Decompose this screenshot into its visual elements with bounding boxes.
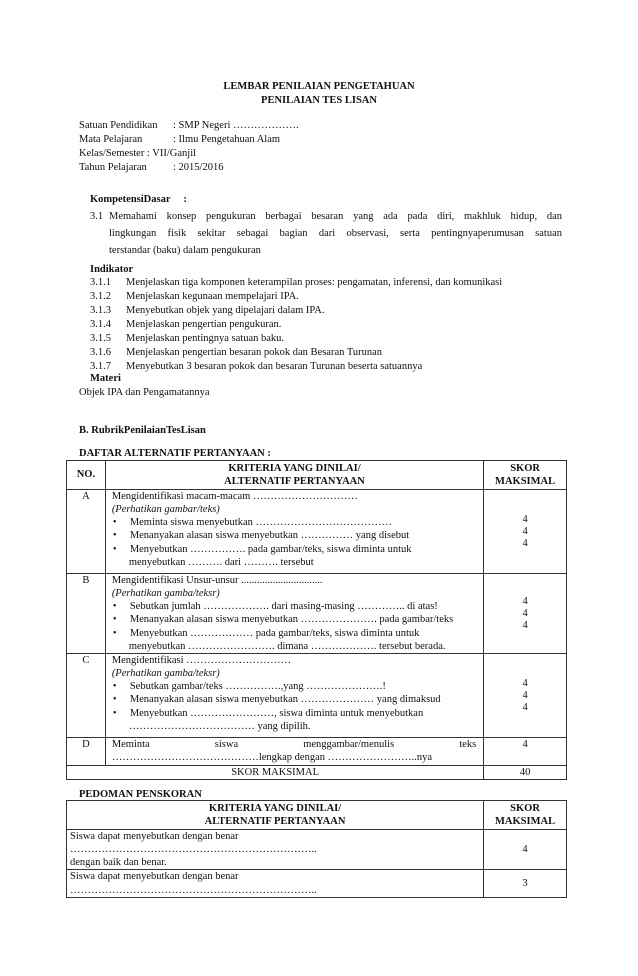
tahun-value: : 2015/2016 [173, 162, 224, 173]
satuan-label: Satuan Pendidikan [79, 120, 158, 131]
materi-heading: Materi [90, 373, 121, 384]
row-score: 3 [484, 870, 567, 898]
table-row [67, 574, 567, 654]
col-skor-header: SKOR MAKSIMAL [484, 801, 567, 830]
info-kelas: Kelas/Semester : VII/Ganjil [79, 148, 197, 159]
row-criteria: Meminta siswa menggambar/menulis teks ……………………………………lengkap dengan ……………………..nya [105, 738, 483, 766]
col-skor-header: SKOR MAKSIMAL [484, 461, 567, 490]
info-satuan [79, 119, 299, 132]
table-row [67, 654, 567, 738]
indikator-item: 3.1.3 Menyebutkan objek yang dipelajari dalam IPA. [90, 305, 325, 316]
list-item: • Menanyakan alasan siswa menyebutkan ………………… yang dimaksud [112, 694, 441, 706]
list-item: • Sebutkan gambar/teks …………….,yang ………………….! [112, 681, 386, 693]
row-criteria: Mengidentifikasi Unsur-unsur ............................... (Perhatikan gamba/teksr) • Sebutkan jumlah ………………. dari masing-masing ………….. di atas! • Menanyakan alasan siswa menyebutkan …………………. pada gambar/teks • Menyebutkan ……………… pada gambar/teks, siswa diminta untuk menyebutkan ……………………. dimana ………………. tersebut berada. [105, 574, 483, 654]
list-item: • Sebutkan jumlah ………………. dari masing-masing ………….. di atas! [112, 601, 438, 613]
row-criteria: Siswa dapat menyebutkan dengan benar …………………………………………………………….. dengan baik dan benar. [67, 830, 484, 870]
satuan-value: : SMP Negeri ………………. [173, 120, 299, 131]
list-item: • Menyebutkan ……………………, siswa diminta untuk menyebutkan [112, 707, 424, 719]
col-kriteria-header: KRITERIA YANG DINILAI/ ALTERNATIF PERTANYAAN [67, 801, 484, 830]
list-item: • Menyebutkan ……………. pada gambar/teks, siswa diminta untuk [112, 543, 412, 555]
row-no: A [67, 490, 106, 574]
row-criteria: Mengidentifikasi ………………………… (Perhatikan gamba/teksr) • Sebutkan gambar/teks …………….,yang ………………….! • Menanyakan alasan siswa menyebutkan ………………… yang dimaksud • Menyebutkan ……………………, siswa diminta untuk menyebutkan ……………………………… yang dipilih. [105, 654, 483, 738]
row-no: D [67, 738, 106, 766]
info-tahun [79, 161, 223, 174]
list-item: • Meminta siswa menyebutkan ………………………………… [112, 517, 392, 529]
pedoman-table [66, 800, 567, 898]
col-kriteria-header: KRITERIA YANG DINILAI/ ALTERNATIF PERTANYAAN [105, 461, 483, 490]
kompetensi-line-1: Memahami konsep pengukuran berbagai besaran yang ada pada diri, makhluk hidup, dan [109, 211, 562, 222]
rubrik-table [66, 460, 567, 780]
row-no: C [67, 654, 106, 738]
mapel-value: : Ilmu Pengetahuan Alam [173, 134, 281, 145]
list-item: • Menanyakan alasan siswa menyebutkan …………………. pada gambar/teks [112, 614, 454, 626]
table-row [67, 830, 567, 870]
indikator-item: 3.1.2 Menjelaskan kegunaan mempelajari IPA. [90, 291, 299, 302]
rubrik-header-row [67, 461, 567, 490]
daftar-heading: DAFTAR ALTERNATIF PERTANYAAN : [79, 448, 271, 459]
materi-text: Objek IPA dan Pengamatannya [79, 387, 210, 398]
document-subtitle: PENILAIAN TES LISAN [261, 95, 377, 106]
kompetensi-body [90, 208, 562, 259]
total-label: SKOR MAKSIMAL [67, 766, 484, 780]
indikator-item: 3.1.7 Menyebutkan 3 besaran pokok dan besaran Turunan beserta satuannya [90, 361, 423, 372]
row-scores: 4 4 4 [484, 574, 567, 654]
kompetensi-line-2: lingkungan fisik sekitar sebagai bagian dari observasi, serta pentingnyaperumusan satuan [109, 228, 562, 239]
table-row [67, 490, 567, 574]
info-mapel [79, 133, 280, 146]
list-item: • Menanyakan alasan siswa menyebutkan …………… yang disebut [112, 530, 410, 542]
row-score: 4 [484, 830, 567, 870]
indikator-item: 3.1.1 Menjelaskan tiga komponen keterampilan proses: pengamatan, inferensi, dan komunikasi [90, 277, 503, 288]
pedoman-heading: PEDOMAN PENSKORAN [79, 789, 202, 800]
tahun-label: Tahun Pelajaran [79, 162, 147, 173]
total-value: 40 [484, 766, 567, 780]
indikator-item: 3.1.4 Menjelaskan pengertian pengukuran. [90, 319, 282, 330]
indikator-item: 3.1.6 Menjelaskan pengertian besaran pokok dan Besaran Turunan [90, 347, 383, 358]
row-score: 4 [484, 738, 567, 766]
row-scores: 4 4 4 [484, 490, 567, 574]
total-row [67, 766, 567, 780]
kompetensi-number: 3.1 [90, 211, 104, 222]
list-item: • Menyebutkan ……………… pada gambar/teks, siswa diminta untuk [112, 627, 420, 639]
table-row [67, 738, 567, 766]
col-no-header: NO. [67, 461, 106, 490]
indikator-heading: Indikator [90, 264, 134, 275]
kompetensi-line-3: terstandar (baku) dalam pengukuran [109, 245, 261, 256]
pedoman-header-row [67, 801, 567, 830]
mapel-label: Mata Pelajaran [79, 134, 143, 145]
row-no: B [67, 574, 106, 654]
kompetensi-heading: KompetensiDasar : [90, 194, 187, 205]
table-row [67, 870, 567, 898]
rubrik-heading: B. RubrikPenilaianTesLisan [79, 425, 206, 436]
document-title: LEMBAR PENILAIAN PENGETAHUAN [223, 81, 415, 92]
row-criteria: Mengidentifikasi macam-macam ………………………… (Perhatikan gambar/teks) • Meminta siswa menyebutkan ………………………………… • Menanyakan alasan siswa menyebutkan …………… yang disebut • Menyebutkan ……………. pada gambar/teks, siswa diminta untuk menyebutkan ………. dari ………. tersebut [105, 490, 483, 574]
row-criteria: Siswa dapat menyebutkan dengan benar …………………………………………………………….. [67, 870, 484, 898]
indikator-item: 3.1.5 Menjelaskan pentingnya satuan baku. [90, 333, 285, 344]
row-scores: 4 4 4 [484, 654, 567, 738]
